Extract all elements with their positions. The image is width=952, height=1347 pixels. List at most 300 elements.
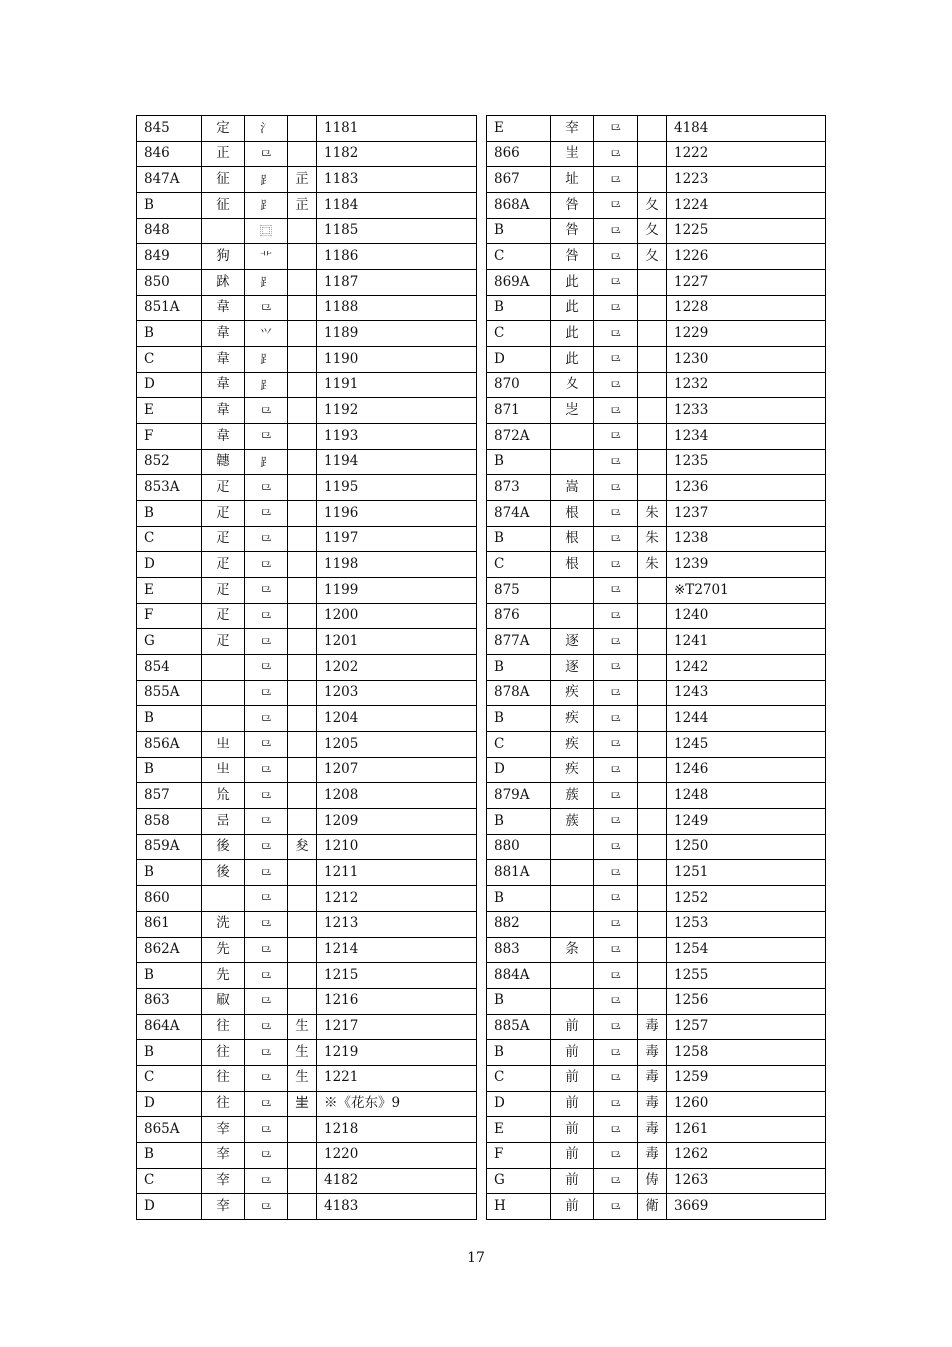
table-row — [487, 988, 826, 1014]
table-row — [137, 809, 477, 835]
glyph: ⺋ — [245, 141, 288, 167]
table-row — [137, 1014, 477, 1040]
modern-character: 疾 — [551, 757, 594, 783]
entry-number: B — [487, 295, 551, 321]
variant-character — [288, 295, 317, 321]
modern-character — [551, 860, 594, 886]
glyph: ⺋ — [594, 809, 638, 835]
glyph: ⺋ — [594, 860, 638, 886]
reference-number: 1261 — [667, 1117, 826, 1143]
variant-character: 𡉚 — [288, 1091, 317, 1117]
modern-character: 疋 — [202, 475, 245, 501]
modern-character — [551, 449, 594, 475]
glyph: ⺋ — [594, 1091, 638, 1117]
table-row — [487, 167, 826, 193]
variant-character — [288, 552, 317, 578]
glyph: ⺋ — [594, 372, 638, 398]
glyph: ⺋ — [245, 809, 288, 835]
variant-character: 朱 — [638, 552, 667, 578]
variant-character: 㱏 — [288, 193, 317, 219]
modern-character: 前 — [551, 1117, 594, 1143]
variant-character — [288, 732, 317, 758]
glyph: ⺡ — [245, 116, 288, 142]
entry-number: B — [137, 963, 202, 989]
glyph: ⺋ — [245, 860, 288, 886]
variant-character: 俦 — [638, 1168, 667, 1194]
entry-number: 866 — [487, 141, 551, 167]
variant-character — [638, 578, 667, 604]
reference-number: 1189 — [317, 321, 477, 347]
reference-number: 1250 — [667, 834, 826, 860]
entry-number: 851A — [137, 295, 202, 321]
glyph: ⺋ — [245, 398, 288, 424]
variant-character — [638, 629, 667, 655]
table-row — [487, 526, 826, 552]
variant-character: 毒 — [638, 1065, 667, 1091]
table-row — [487, 1194, 826, 1220]
reference-number: 1185 — [317, 218, 477, 244]
entry-number: 857 — [137, 783, 202, 809]
glyph: ⻊ — [245, 167, 288, 193]
reference-number: 1262 — [667, 1142, 826, 1168]
reference-number: 1244 — [667, 706, 826, 732]
entry-number: 872A — [487, 424, 551, 450]
reference-number: 1191 — [317, 372, 477, 398]
reference-number: 1258 — [667, 1040, 826, 1066]
reference-number: 1242 — [667, 655, 826, 681]
modern-character: 㚔 — [202, 1194, 245, 1220]
entry-number: 848 — [137, 218, 202, 244]
table-row — [137, 911, 477, 937]
variant-character — [638, 757, 667, 783]
table-row — [137, 732, 477, 758]
entry-number: 847A — [137, 167, 202, 193]
table-row — [487, 603, 826, 629]
glyph: ⺋ — [594, 167, 638, 193]
table-row — [487, 193, 826, 219]
character-table-right — [486, 115, 826, 1220]
variant-character — [288, 398, 317, 424]
variant-character — [638, 655, 667, 681]
entry-number: 863 — [137, 988, 202, 1014]
reference-number: 1219 — [317, 1040, 477, 1066]
glyph: ⺋ — [594, 475, 638, 501]
reference-number: 1251 — [667, 860, 826, 886]
table-row — [487, 886, 826, 912]
variant-character: 毒 — [638, 1117, 667, 1143]
modern-character: 咎 — [551, 244, 594, 270]
variant-character — [288, 680, 317, 706]
table-row — [487, 732, 826, 758]
entry-number: 846 — [137, 141, 202, 167]
modern-character: 疋 — [202, 629, 245, 655]
table-row — [487, 963, 826, 989]
entry-number: 845 — [137, 116, 202, 142]
modern-character — [551, 424, 594, 450]
reference-number: 1195 — [317, 475, 477, 501]
glyph: ⺋ — [594, 1014, 638, 1040]
reference-number: 1230 — [667, 347, 826, 373]
glyph: ⺋ — [594, 244, 638, 270]
table-row — [487, 578, 826, 604]
variant-character: 夂 — [638, 218, 667, 244]
glyph: ⺋ — [594, 963, 638, 989]
entry-number: F — [137, 424, 202, 450]
entry-number: 877A — [487, 629, 551, 655]
reference-number: 1259 — [667, 1065, 826, 1091]
modern-character: 前 — [551, 1194, 594, 1220]
entry-number: E — [137, 578, 202, 604]
entry-number: F — [137, 603, 202, 629]
table-row — [137, 552, 477, 578]
modern-character: 䟣 — [202, 270, 245, 296]
reference-number: 1213 — [317, 911, 477, 937]
table-row — [487, 449, 826, 475]
variant-character — [288, 372, 317, 398]
reference-number: 1184 — [317, 193, 477, 219]
reference-number: 1232 — [667, 372, 826, 398]
variant-character — [638, 372, 667, 398]
table-row — [137, 526, 477, 552]
glyph: ⺋ — [594, 193, 638, 219]
modern-character — [202, 655, 245, 681]
table-row — [137, 270, 477, 296]
character-table-left — [136, 115, 477, 1220]
table-row — [487, 1014, 826, 1040]
glyph: ⺋ — [594, 706, 638, 732]
modern-character: 疋 — [202, 603, 245, 629]
table-row — [487, 372, 826, 398]
variant-character — [288, 963, 317, 989]
entry-number: 856A — [137, 732, 202, 758]
reference-number: 1229 — [667, 321, 826, 347]
reference-number: 1205 — [317, 732, 477, 758]
reference-number: 1192 — [317, 398, 477, 424]
reference-number: 1224 — [667, 193, 826, 219]
table-row — [137, 398, 477, 424]
variant-character — [638, 347, 667, 373]
table-row — [137, 193, 477, 219]
modern-character: 往 — [202, 1091, 245, 1117]
table-row — [487, 1065, 826, 1091]
entry-number: 849 — [137, 244, 202, 270]
reference-number: 1223 — [667, 167, 826, 193]
table-row — [137, 1168, 477, 1194]
reference-number: ※《花东》9 — [317, 1091, 477, 1117]
table-row — [137, 937, 477, 963]
glyph: ⺋ — [594, 732, 638, 758]
variant-character — [288, 886, 317, 912]
entry-number: F — [487, 1142, 551, 1168]
entry-number: H — [487, 1194, 551, 1220]
entry-number: 869A — [487, 270, 551, 296]
variant-character — [288, 501, 317, 527]
reference-number: 1226 — [667, 244, 826, 270]
modern-character: 疾 — [551, 732, 594, 758]
reference-number: 1182 — [317, 141, 477, 167]
glyph: ⺋ — [245, 526, 288, 552]
entry-number: G — [487, 1168, 551, 1194]
modern-character — [551, 988, 594, 1014]
entry-number: 860 — [137, 886, 202, 912]
reference-number: 1186 — [317, 244, 477, 270]
modern-character: 㚔 — [551, 116, 594, 142]
variant-character: 朱 — [638, 501, 667, 527]
reference-number: 1263 — [667, 1168, 826, 1194]
table-row — [487, 706, 826, 732]
table-row — [137, 1142, 477, 1168]
reference-number: 1201 — [317, 629, 477, 655]
table-row — [487, 1091, 826, 1117]
table-row — [137, 372, 477, 398]
modern-character: 㕞 — [202, 988, 245, 1014]
reference-number: 1249 — [667, 809, 826, 835]
table-row — [487, 629, 826, 655]
reference-number: 1215 — [317, 963, 477, 989]
variant-character: 生 — [288, 1040, 317, 1066]
glyph: ⻊ — [245, 270, 288, 296]
reference-number: 1248 — [667, 783, 826, 809]
glyph: ⺋ — [245, 706, 288, 732]
entry-number: 854 — [137, 655, 202, 681]
variant-character — [638, 167, 667, 193]
reference-number: 1187 — [317, 270, 477, 296]
reference-number: 1190 — [317, 347, 477, 373]
reference-number: 1234 — [667, 424, 826, 450]
variant-character — [288, 1168, 317, 1194]
reference-number: ※T2701 — [667, 578, 826, 604]
glyph: ⺋ — [245, 757, 288, 783]
table-row — [137, 834, 477, 860]
reference-number: 1240 — [667, 603, 826, 629]
reference-number: 1235 — [667, 449, 826, 475]
modern-character: 韋 — [202, 295, 245, 321]
table-row — [487, 911, 826, 937]
variant-character: 毒 — [638, 1142, 667, 1168]
variant-character — [638, 475, 667, 501]
entry-number: 852 — [137, 449, 202, 475]
table-row — [487, 834, 826, 860]
glyph: ⺋ — [245, 732, 288, 758]
modern-character: 㞷 — [551, 141, 594, 167]
glyph: ⺋ — [245, 424, 288, 450]
variant-character — [638, 732, 667, 758]
variant-character — [638, 116, 667, 142]
reference-number: 1188 — [317, 295, 477, 321]
entry-number: B — [137, 1142, 202, 1168]
entry-number: 862A — [137, 937, 202, 963]
entry-number: 880 — [487, 834, 551, 860]
table-row — [137, 424, 477, 450]
variant-character — [288, 809, 317, 835]
modern-character: 韋 — [202, 372, 245, 398]
variant-character: 毒 — [638, 1091, 667, 1117]
reference-number: 1202 — [317, 655, 477, 681]
modern-character: 此 — [551, 321, 594, 347]
reference-number: 1239 — [667, 552, 826, 578]
table-row — [137, 141, 477, 167]
reference-number: 1246 — [667, 757, 826, 783]
modern-character: 先 — [202, 963, 245, 989]
table-row — [487, 501, 826, 527]
modern-character: 征 — [202, 193, 245, 219]
table-row — [487, 1117, 826, 1143]
glyph: ⺋ — [594, 526, 638, 552]
table-row — [137, 783, 477, 809]
modern-character — [202, 680, 245, 706]
modern-character: 址 — [551, 167, 594, 193]
table-row — [137, 475, 477, 501]
glyph: ⺋ — [594, 116, 638, 142]
entry-number: 864A — [137, 1014, 202, 1040]
modern-character: 㞫 — [551, 398, 594, 424]
table-row — [137, 706, 477, 732]
modern-character: 咎 — [551, 218, 594, 244]
modern-character — [551, 578, 594, 604]
modern-character: 夊 — [551, 372, 594, 398]
glyph: ⺋ — [245, 1117, 288, 1143]
modern-character: 前 — [551, 1065, 594, 1091]
glyph: ⺋ — [245, 1040, 288, 1066]
entry-number: D — [137, 552, 202, 578]
modern-character: 㚔 — [202, 1117, 245, 1143]
glyph: ⺋ — [245, 578, 288, 604]
variant-character: 㱏 — [288, 167, 317, 193]
entry-number: B — [487, 449, 551, 475]
glyph: ⺋ — [594, 424, 638, 450]
modern-character: 韋 — [202, 321, 245, 347]
modern-character — [551, 834, 594, 860]
table-row — [487, 116, 826, 142]
table-row — [487, 321, 826, 347]
reference-number: 1208 — [317, 783, 477, 809]
entry-number: C — [487, 552, 551, 578]
variant-character: 夋 — [288, 834, 317, 860]
reference-number: 1211 — [317, 860, 477, 886]
glyph: ⺋ — [245, 1142, 288, 1168]
table-row — [487, 1040, 826, 1066]
glyph: ⺋ — [594, 680, 638, 706]
table-row — [487, 860, 826, 886]
modern-character: 洗 — [202, 911, 245, 937]
table-row — [137, 988, 477, 1014]
entry-number: 875 — [487, 578, 551, 604]
reference-number: 1241 — [667, 629, 826, 655]
glyph: ⺋ — [245, 911, 288, 937]
modern-character — [551, 963, 594, 989]
variant-character — [288, 141, 317, 167]
table-row — [137, 321, 477, 347]
entry-number: 876 — [487, 603, 551, 629]
glyph: ⺋ — [594, 270, 638, 296]
variant-character: 毒 — [638, 1014, 667, 1040]
entry-number: B — [487, 655, 551, 681]
page-number: 17 — [467, 1250, 485, 1266]
glyph: ⺋ — [245, 655, 288, 681]
variant-character — [288, 321, 317, 347]
variant-character — [288, 603, 317, 629]
glyph: ⻀ — [245, 244, 288, 270]
modern-character: 往 — [202, 1065, 245, 1091]
glyph: ⺋ — [245, 552, 288, 578]
table-row — [137, 218, 477, 244]
variant-character — [288, 706, 317, 732]
entry-number: 884A — [487, 963, 551, 989]
table-row — [487, 552, 826, 578]
reference-number: 4182 — [317, 1168, 477, 1194]
entry-number: 879A — [487, 783, 551, 809]
modern-character: 㞢 — [202, 757, 245, 783]
glyph: ⺋ — [594, 398, 638, 424]
entry-number: 873 — [487, 475, 551, 501]
entry-number: 882 — [487, 911, 551, 937]
table-row — [137, 1040, 477, 1066]
glyph: ⺋ — [594, 295, 638, 321]
reference-number: 1210 — [317, 834, 477, 860]
entry-number: D — [487, 347, 551, 373]
table-row — [137, 167, 477, 193]
reference-number: 1254 — [667, 937, 826, 963]
entry-number: B — [137, 1040, 202, 1066]
glyph: ⺋ — [245, 834, 288, 860]
modern-character: 逐 — [551, 629, 594, 655]
table-row — [487, 1142, 826, 1168]
table-row — [137, 347, 477, 373]
variant-character — [288, 783, 317, 809]
modern-character: 後 — [202, 860, 245, 886]
reference-number: 3669 — [667, 1194, 826, 1220]
glyph: ⺋ — [594, 1168, 638, 1194]
modern-character: 前 — [551, 1014, 594, 1040]
table-row — [137, 1194, 477, 1220]
reference-number: 4183 — [317, 1194, 477, 1220]
glyph: ⺋ — [594, 629, 638, 655]
glyph: ⺋ — [594, 1040, 638, 1066]
glyph: ⺋ — [245, 501, 288, 527]
glyph: ⺋ — [245, 1168, 288, 1194]
table-row — [487, 937, 826, 963]
glyph: ⺋ — [594, 603, 638, 629]
reference-number: 1253 — [667, 911, 826, 937]
table-row — [487, 347, 826, 373]
variant-character — [288, 526, 317, 552]
glyph: ⺋ — [245, 1194, 288, 1220]
glyph: ⺋ — [594, 218, 638, 244]
table-row — [137, 295, 477, 321]
reference-number: 1233 — [667, 398, 826, 424]
glyph: ⺋ — [245, 1014, 288, 1040]
variant-character — [638, 270, 667, 296]
entry-number: B — [487, 706, 551, 732]
variant-character — [638, 603, 667, 629]
table-row — [137, 603, 477, 629]
table-row — [137, 1117, 477, 1143]
reference-number: 1183 — [317, 167, 477, 193]
modern-character: 蔟 — [551, 783, 594, 809]
reference-number: 1200 — [317, 603, 477, 629]
reference-number: 1216 — [317, 988, 477, 1014]
variant-character — [638, 963, 667, 989]
glyph: ⺋ — [245, 295, 288, 321]
glyph: ⺋ — [245, 988, 288, 1014]
reference-number: 1260 — [667, 1091, 826, 1117]
reference-number: 1220 — [317, 1142, 477, 1168]
entry-number: B — [487, 218, 551, 244]
reference-number: 1228 — [667, 295, 826, 321]
entry-number: 883 — [487, 937, 551, 963]
entry-number: C — [137, 1065, 202, 1091]
modern-character: 前 — [551, 1040, 594, 1066]
